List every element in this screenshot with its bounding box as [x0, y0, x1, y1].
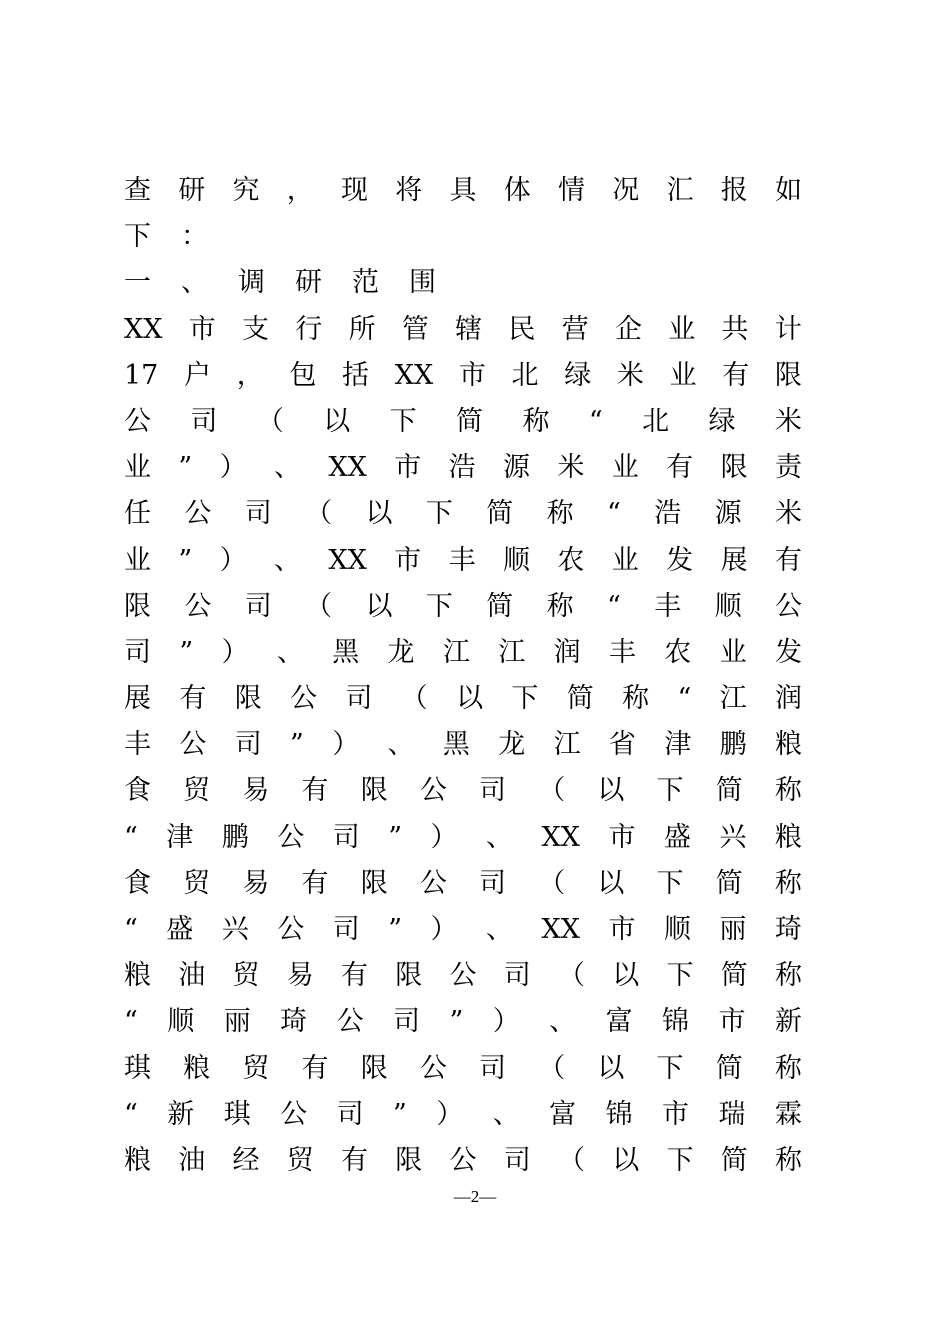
text-char: 以	[597, 867, 625, 899]
text-char: ）	[219, 544, 247, 576]
text-char: 贸	[232, 960, 260, 992]
text-char: 有	[666, 452, 694, 484]
text-char: 津	[664, 729, 692, 761]
text-char: 市	[394, 544, 422, 576]
text-char: 黑	[332, 636, 360, 668]
text-char: 包	[289, 359, 317, 391]
text-char: （	[538, 867, 566, 899]
text-char: 业	[124, 544, 151, 576]
text-char: 公	[774, 590, 802, 622]
text-char: 公	[184, 590, 212, 622]
text-char: 称	[622, 683, 650, 715]
text-char: 业	[668, 313, 696, 345]
text-char: 下	[389, 405, 417, 437]
text-char: 、	[492, 1098, 520, 1130]
text-char: 以	[365, 498, 393, 530]
text-char: 限	[124, 590, 151, 622]
text-char: ）	[436, 1098, 464, 1130]
text-line	[124, 538, 802, 584]
text-char: 业	[719, 636, 747, 668]
text-char: 丰	[654, 590, 682, 622]
text-char: 贸	[242, 1052, 270, 1084]
text-char: 琪	[223, 1098, 251, 1130]
text-char: 司	[503, 1144, 531, 1176]
text-char: 行	[295, 313, 323, 345]
text-line	[124, 584, 802, 630]
text-char: 、	[273, 544, 301, 576]
text-char: 公	[336, 1006, 364, 1038]
text-char: 下	[425, 498, 453, 530]
text-char: 粮	[124, 1144, 151, 1176]
text-char: 、	[549, 1006, 577, 1038]
text-char: 琦	[774, 914, 802, 945]
text-char: 简	[720, 960, 748, 992]
text-char: 限	[720, 452, 748, 484]
text-char: 盛	[166, 914, 194, 945]
text-char: 司	[336, 1098, 364, 1130]
text-char: 户	[184, 359, 212, 391]
text-char: 以	[323, 405, 351, 437]
text-char: 称	[775, 960, 802, 992]
text-char: ）	[492, 1006, 520, 1038]
text-char: 以	[612, 1144, 640, 1176]
text-char: 辖	[455, 313, 483, 345]
text-char: 市	[718, 1006, 746, 1038]
text-char: 司	[332, 914, 360, 945]
text-char: 公	[419, 867, 447, 899]
text-char: 兴	[719, 821, 747, 853]
text-char: 、	[486, 914, 514, 945]
text-char: 下	[666, 960, 694, 992]
text-char: 公	[449, 960, 477, 992]
text-char: 限	[360, 1052, 388, 1084]
text-line	[124, 1046, 802, 1092]
text-line	[124, 815, 802, 861]
text-char: 司	[332, 821, 360, 853]
text-char: 业	[124, 452, 151, 484]
text-char: 有	[179, 683, 207, 715]
text-char: 公	[277, 821, 305, 853]
text-char: ”	[393, 1098, 407, 1130]
text-char: ”	[178, 544, 193, 576]
text-char: 展	[124, 683, 151, 715]
text-char: ）	[219, 452, 247, 484]
text-char: 江	[498, 636, 526, 668]
text-char: 称	[546, 498, 574, 530]
text-char: 称	[774, 775, 802, 807]
text-char: 下	[425, 590, 453, 622]
text-char: （	[305, 498, 333, 530]
text-char: 限	[360, 867, 388, 899]
text-char: 简	[486, 498, 514, 530]
text-char: 有	[774, 544, 802, 576]
text-char: 有	[722, 359, 750, 391]
text-line	[124, 307, 802, 353]
text-char: 司	[345, 683, 373, 715]
text-char: 管	[401, 313, 429, 345]
text-char: XX	[328, 452, 367, 484]
text-char: ）	[221, 636, 249, 668]
text-char: 瑞	[718, 1098, 746, 1130]
text-char: XX	[124, 313, 163, 345]
text-char: ”	[179, 636, 194, 668]
text-char: 市	[394, 452, 422, 484]
text-char: 富	[605, 1006, 633, 1038]
text-char: 司	[479, 867, 507, 899]
text-char: 以	[597, 775, 625, 807]
text-char: 市	[188, 313, 216, 345]
text-char: 公	[419, 775, 447, 807]
text-char: 油	[178, 1144, 206, 1176]
section-heading	[124, 260, 802, 306]
text-char: 贸	[183, 867, 211, 899]
text-char: “	[124, 1098, 138, 1130]
text-char: 米	[774, 405, 802, 437]
text-char: 公	[290, 683, 318, 715]
text-char: 市	[458, 359, 486, 391]
text-char: “	[607, 590, 621, 622]
text-char: 有	[301, 775, 329, 807]
text-char: 业	[669, 359, 697, 391]
text-char: 如	[775, 175, 802, 206]
text-char: 米	[557, 452, 585, 484]
text-char: 况	[612, 175, 640, 206]
text-char: 黑	[442, 729, 470, 761]
text-char: ”	[449, 1006, 464, 1038]
text-char: ”	[290, 729, 304, 761]
text-char: 食	[124, 867, 151, 899]
text-char: 以	[456, 683, 484, 715]
text-char: 企	[614, 313, 642, 345]
text-char: 粮	[774, 729, 802, 761]
text-char: 以	[365, 590, 393, 622]
text-char: 括	[342, 359, 370, 391]
text-char: ”	[388, 914, 403, 945]
text-char: 限	[395, 1144, 423, 1176]
text-char: 下	[656, 775, 684, 807]
text-char: 民	[508, 313, 536, 345]
text-char: 支	[242, 313, 270, 345]
text-char: 称	[775, 1144, 802, 1176]
text-char: “	[124, 914, 138, 945]
text-line	[124, 861, 802, 907]
text-char: 米	[774, 498, 802, 530]
text-char: 营	[561, 313, 589, 345]
text-char: 丰	[124, 729, 151, 761]
text-char: 源	[714, 498, 742, 530]
text-char: 将	[395, 175, 423, 206]
text-char: 下	[511, 683, 539, 715]
text-char: 米	[616, 359, 644, 391]
text-line	[124, 353, 802, 399]
text-char: 计	[774, 313, 802, 345]
text-char: 锦	[605, 1098, 633, 1130]
text-char: 业	[611, 452, 639, 484]
text-char: 、	[486, 821, 514, 853]
text-char: 鹏	[221, 821, 249, 853]
text-char: “	[677, 683, 692, 715]
text-char: 丰	[608, 636, 636, 668]
text-char: 研	[295, 267, 322, 299]
text-char: 研	[178, 175, 206, 206]
text-line	[124, 999, 802, 1045]
text-char: “	[607, 498, 621, 530]
text-char: XX	[394, 359, 434, 391]
text-char: ，	[286, 175, 314, 206]
text-char: 司	[190, 405, 218, 437]
text-line	[124, 1138, 802, 1184]
text-char: 查	[124, 175, 151, 206]
text-char: 北	[511, 359, 539, 391]
text-char: 发	[774, 636, 802, 668]
text-char: XX	[541, 914, 580, 945]
text-char: 简	[486, 590, 514, 622]
text-char: 简	[720, 1144, 748, 1176]
text-char: 一	[124, 267, 151, 299]
text-char: 公	[449, 1144, 477, 1176]
text-char: 称	[774, 1052, 802, 1084]
text-char: 源	[503, 452, 530, 484]
text-char: XX	[328, 544, 367, 576]
text-char: 丰	[448, 544, 476, 576]
text-char: 食	[124, 775, 151, 807]
text-char: 新	[774, 1006, 802, 1038]
body-text	[124, 168, 802, 1184]
text-char: 司	[479, 775, 507, 807]
text-char: ”	[178, 452, 193, 484]
text-char: 下	[656, 1052, 684, 1084]
text-char: （	[538, 1052, 566, 1084]
text-line	[124, 630, 802, 676]
text-char: 情	[558, 175, 585, 206]
text-char: 琪	[124, 1052, 151, 1084]
text-char: 范	[352, 267, 379, 299]
text-char: 司	[503, 960, 531, 992]
text-char: 公	[277, 914, 305, 945]
text-char: 下	[656, 867, 684, 899]
text-char: 公	[419, 1052, 447, 1084]
text-char: “	[124, 821, 138, 853]
text-char: 司	[479, 1052, 507, 1084]
text-char: 易	[286, 960, 314, 992]
text-char: 司	[244, 498, 272, 530]
text-char: 农	[557, 544, 585, 576]
text-char: ）	[430, 821, 458, 853]
text-char: 浩	[448, 452, 476, 484]
text-char: 顺	[714, 590, 742, 622]
text-char: 以	[612, 960, 640, 992]
text-char: ”	[388, 821, 403, 853]
text-line	[124, 491, 802, 537]
text-char: 称	[522, 405, 550, 437]
text-line	[124, 1092, 802, 1138]
text-char: 简	[566, 683, 594, 715]
page-number: —2—	[453, 1187, 497, 1206]
text-char: 丽	[719, 914, 747, 945]
text-line	[124, 214, 802, 260]
text-char: 省	[608, 729, 636, 761]
text-char: 究	[232, 175, 260, 206]
text-char: 体	[503, 175, 531, 206]
text-char: 责	[774, 452, 802, 484]
text-char: 经	[232, 1144, 260, 1176]
text-char: “	[124, 1006, 138, 1038]
text-char: 公	[184, 498, 212, 530]
text-line	[124, 676, 802, 722]
text-char: 丽	[223, 1006, 251, 1038]
text-char: 、	[181, 267, 208, 299]
text-char: XX	[541, 821, 580, 853]
text-char: 称	[546, 590, 574, 622]
text-char: 顺	[503, 544, 530, 576]
text-char: 龙	[498, 729, 526, 761]
text-char: 以	[597, 1052, 625, 1084]
text-line	[124, 953, 802, 999]
text-line	[124, 907, 802, 953]
text-char: 市	[608, 914, 636, 945]
text-char: 限	[234, 683, 262, 715]
text-char: 称	[774, 867, 802, 899]
text-char: 富	[549, 1098, 577, 1130]
text-char: 业	[611, 544, 639, 576]
text-char: 公	[179, 729, 207, 761]
text-char: 调	[238, 267, 265, 299]
text-char: 限	[360, 775, 388, 807]
text-char: 贸	[183, 775, 211, 807]
text-char: ）	[332, 729, 360, 761]
text-char: （	[400, 683, 428, 715]
text-char: 江	[442, 636, 470, 668]
text-char: 限	[395, 960, 423, 992]
text-char: ，	[236, 359, 264, 391]
text-char: ：	[181, 221, 208, 253]
text-char: 粮	[124, 960, 151, 992]
text-char: 津	[166, 821, 194, 853]
text-char: 龙	[387, 636, 415, 668]
text-char: 展	[720, 544, 748, 576]
text-char: 易	[242, 867, 270, 899]
text-line	[124, 168, 802, 214]
text-char: 有	[301, 1052, 329, 1084]
text-char: 、	[276, 636, 304, 668]
text-char: 江	[719, 683, 747, 715]
text-char: 润	[553, 636, 581, 668]
text-line	[124, 768, 802, 814]
text-char: 易	[242, 775, 270, 807]
text-char: 浩	[654, 498, 682, 530]
text-line	[124, 722, 802, 768]
text-char: 油	[178, 960, 206, 992]
text-char: 所	[348, 313, 376, 345]
text-char: 绿	[708, 405, 736, 437]
text-char: 贸	[286, 1144, 314, 1176]
text-char: 粮	[774, 821, 802, 853]
text-char: 顺	[663, 914, 691, 945]
text-char: 司	[234, 729, 262, 761]
text-char: 盛	[663, 821, 691, 853]
text-char: 公	[124, 405, 151, 437]
text-char: 锦	[662, 1006, 689, 1038]
text-char: （	[538, 775, 566, 807]
text-char: 、	[273, 452, 301, 484]
text-char: 共	[721, 313, 749, 345]
text-char: 下	[124, 221, 151, 253]
text-char: 琦	[280, 1006, 308, 1038]
text-char: 有	[341, 1144, 368, 1176]
text-char: 限	[774, 359, 802, 391]
text-char: 市	[608, 821, 636, 853]
text-line	[124, 445, 802, 491]
text-char: 绿	[564, 359, 592, 391]
text-char: 现	[341, 175, 368, 206]
text-char: 新	[167, 1098, 195, 1130]
text-char: 霖	[774, 1098, 802, 1130]
text-char: 有	[301, 867, 329, 899]
text-char: 有	[341, 960, 368, 992]
text-char: 简	[456, 405, 484, 437]
text-char: 司	[393, 1006, 420, 1038]
text-char: 具	[449, 175, 477, 206]
text-char: 发	[666, 544, 694, 576]
text-char: 报	[720, 175, 748, 206]
text-char: 市	[662, 1098, 689, 1130]
text-char: 润	[774, 683, 802, 715]
text-line	[124, 399, 802, 445]
text-char: 任	[124, 498, 151, 530]
text-char: 简	[715, 867, 743, 899]
text-char: 兴	[221, 914, 249, 945]
text-char: 粮	[183, 1052, 211, 1084]
text-char: （	[558, 1144, 585, 1176]
text-char: 北	[642, 405, 670, 437]
text-char: （	[256, 405, 284, 437]
text-char: 简	[715, 775, 743, 807]
text-char: 简	[715, 1052, 743, 1084]
text-char: 司	[124, 636, 151, 668]
text-char: 围	[409, 267, 436, 299]
text-char: 江	[553, 729, 581, 761]
text-char: “	[588, 405, 603, 437]
text-char: 下	[666, 1144, 694, 1176]
text-char: 、	[387, 729, 415, 761]
text-char: 17	[124, 359, 159, 391]
text-char: 农	[664, 636, 692, 668]
text-char: 顺	[167, 1006, 195, 1038]
text-char: 公	[280, 1098, 308, 1130]
text-char: 汇	[666, 175, 694, 206]
text-char: （	[558, 960, 585, 992]
text-char: （	[305, 590, 333, 622]
text-char: 鹏	[719, 729, 747, 761]
text-char: 司	[244, 590, 272, 622]
text-char: ）	[430, 914, 458, 945]
